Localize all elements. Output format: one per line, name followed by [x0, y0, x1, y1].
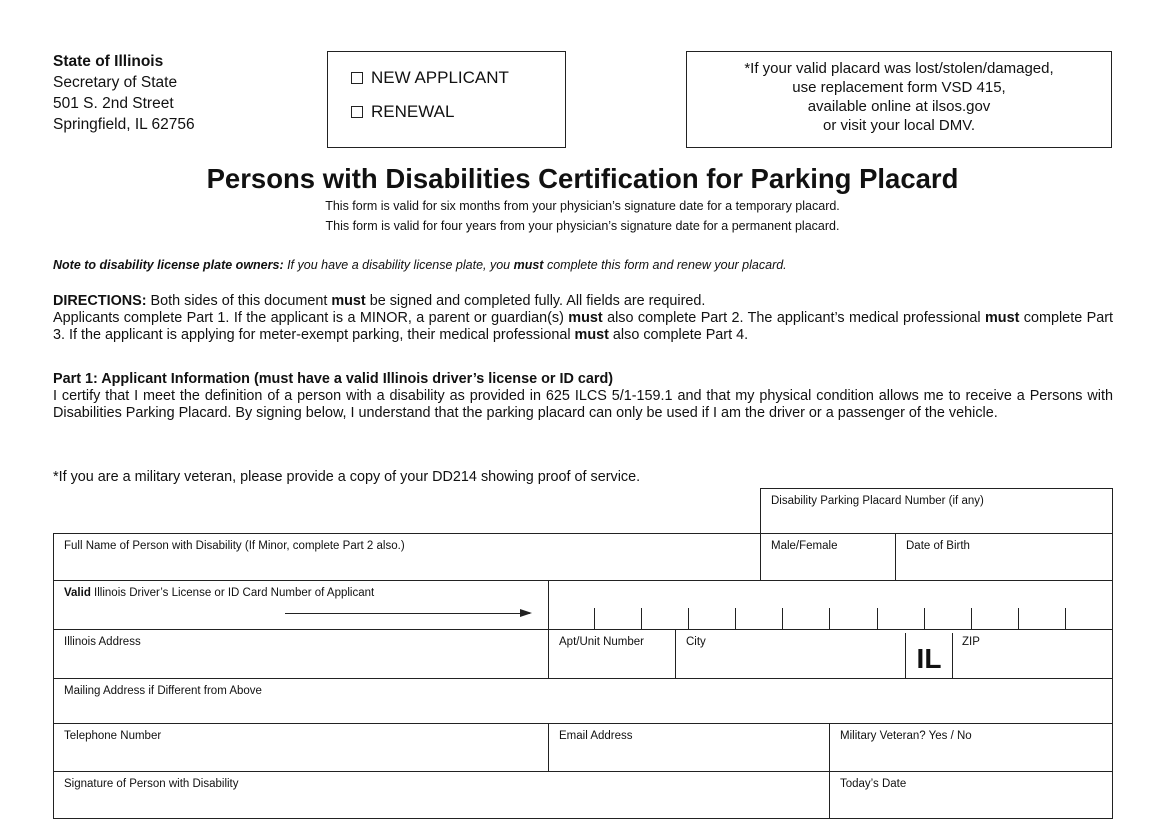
field-label: Apt/Unit Number	[559, 636, 645, 648]
agency-dept: Secretary of State	[53, 74, 178, 91]
license-plate-note	[53, 258, 787, 272]
directions-text: Applicants complete Part 1. If the applicant is a MINOR, a parent or guardian(s)	[53, 310, 569, 326]
field-label: City	[686, 636, 706, 648]
directions-text: also complete Part 2. The applicant’s medical professional	[602, 310, 985, 326]
field-label: Disability Parking Placard Number (if any)	[771, 495, 984, 507]
license-digit-boxes	[548, 608, 1112, 629]
email-field[interactable]	[548, 723, 830, 772]
field-label: Male/Female	[771, 540, 838, 552]
dob-field[interactable]	[895, 533, 1113, 581]
directions-text: Both sides of this document	[146, 293, 332, 309]
apt-field[interactable]	[548, 629, 676, 679]
applicant-type-box	[327, 51, 566, 148]
part1-heading: Part 1: Applicant Information (must have a valid Illinois driver’s license or ID card)	[53, 371, 614, 387]
checkbox-square-icon	[351, 72, 363, 84]
lost-notice-line: *If your valid placard was lost/stolen/damaged,	[744, 60, 1054, 77]
note-text: complete this form and renew your placard.	[543, 258, 787, 272]
mailing-address-field[interactable]	[53, 678, 1113, 724]
must-emphasis: must	[568, 310, 603, 326]
directions-label: DIRECTIONS:	[53, 293, 147, 309]
arrow-right-icon	[285, 613, 530, 614]
placard-number-field[interactable]	[760, 488, 1113, 534]
state-il: IL	[905, 633, 953, 678]
directions-text: complete Part 3. If the applicant is applying for meter-exempt parking, their medical professional	[53, 310, 1113, 343]
field-label: Telephone Number	[64, 730, 162, 742]
lost-placard-notice	[686, 51, 1112, 148]
form-title: Persons with Disabilities Certification for Parking Placard	[206, 163, 959, 194]
license-label-cell	[53, 580, 549, 630]
agency-street: 501 S. 2nd Street	[53, 95, 174, 112]
phone-field[interactable]	[53, 723, 549, 772]
zip-field[interactable]	[952, 629, 1113, 679]
field-label: Today’s Date	[840, 778, 907, 790]
agency-name: State of Illinois	[53, 53, 164, 70]
field-label: Date of Birth	[906, 540, 970, 552]
lost-notice-line: available online at ilsos.gov	[807, 98, 991, 115]
note-label: Note to disability license plate owners:	[53, 258, 284, 272]
renewal-checkbox[interactable]	[351, 101, 565, 123]
new-applicant-checkbox[interactable]	[351, 67, 565, 89]
field-label: Full Name of Person with Disability (If Minor, complete Part 2 also.)	[64, 540, 405, 552]
field-label: Illinois Address	[64, 636, 141, 648]
part1-certification: I certify that I meet the definition of a person with a disability as provided in 625 ILCS 5/1-159.1 and that my physical condition allows me to receive a Persons with Disabilities Parking Placard. By signing below, I understand that the parking placard can only be used if I am the driver or a passenger of the vehicle.	[53, 388, 1113, 421]
veteran-field[interactable]	[829, 723, 1113, 772]
lost-notice-line: or visit your local DMV.	[823, 117, 975, 134]
must-emphasis: must	[574, 327, 609, 343]
il-address-field[interactable]	[53, 629, 549, 679]
valid-emphasis: Valid	[64, 587, 91, 599]
field-label: ZIP	[962, 636, 980, 648]
checkbox-square-icon	[351, 106, 363, 118]
validity-permanent: This form is valid for four years from your physician’s signature date for a permanent placard.	[325, 219, 840, 233]
signature-field[interactable]	[53, 771, 830, 819]
field-label: Illinois Driver’s License or ID Card Number of Applicant	[90, 587, 375, 599]
directions-text: also complete Part 4.	[608, 327, 749, 343]
full-name-field[interactable]	[53, 533, 761, 581]
field-label: Mailing Address if Different from Above	[64, 685, 262, 697]
must-emphasis: must	[331, 293, 366, 309]
note-must: must	[513, 258, 544, 272]
agency-address	[53, 51, 195, 135]
agency-city: Springfield, IL 62756	[53, 116, 195, 133]
validity-temporary: This form is valid for six months from your physician’s signature date for a temporary placard.	[325, 199, 840, 213]
renewal-label: RENEWAL	[371, 102, 455, 121]
gender-field[interactable]	[760, 533, 896, 581]
directions	[53, 293, 1113, 344]
todays-date-field[interactable]	[829, 771, 1113, 819]
field-label: Email Address	[559, 730, 633, 742]
lost-notice-line: use replacement form VSD 415,	[792, 79, 1006, 96]
field-label: Military Veteran? Yes / No	[840, 730, 972, 742]
directions-text: be signed and completed fully. All fields are required.	[365, 293, 706, 309]
note-text: If you have a disability license plate, you	[283, 258, 514, 272]
must-emphasis: must	[985, 310, 1020, 326]
veteran-note: *If you are a military veteran, please provide a copy of your DD214 showing proof of service.	[53, 469, 641, 485]
new-applicant-label: NEW APPLICANT	[371, 68, 509, 87]
field-label: Signature of Person with Disability	[64, 778, 239, 790]
